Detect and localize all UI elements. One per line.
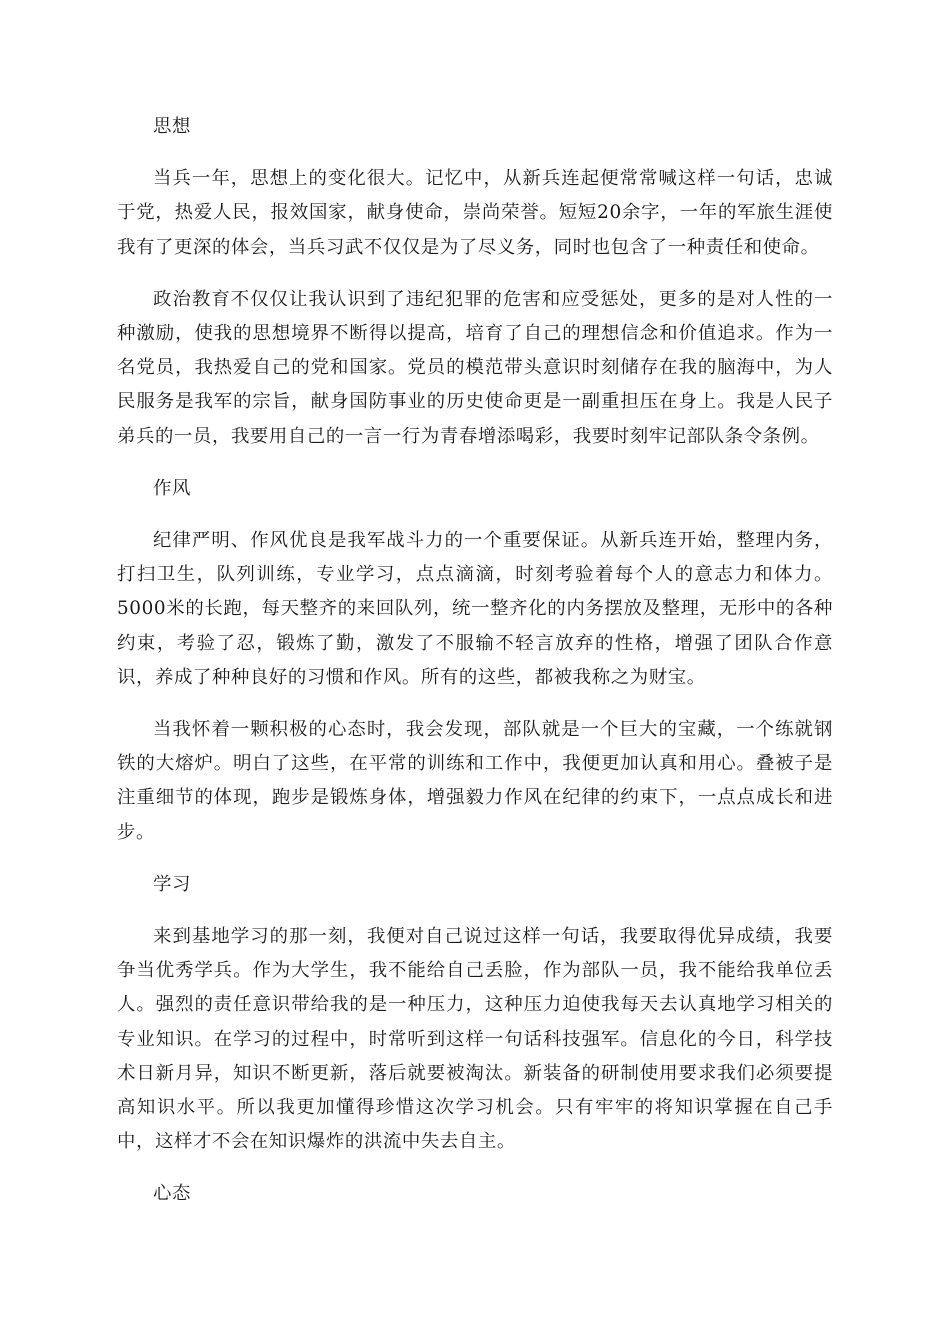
section-heading-mindset: 心态 (153, 1183, 191, 1205)
paragraph: 政治教育不仅仅让我认识到了违纪犯罪的危害和应受惩处，更多的是对人性的一种激励，使我的思想境界不断得以提高，培育了自己的理想信念和价值追求。作为一名党员，我热爱自己的党和国家。党员的模范带头意识时刻储存在我的脑海中，为人民服务是我军的宗旨，献身国防事业的历史使命更是一副重担压在身上。我是人民子弟兵的一员，我要用自己的一言一行为青春增添喝彩，我要时刻牢记部队条令条例。 (117, 288, 833, 447)
paragraph: 当我怀着一颗积极的心态时，我会发现，部队就是一个巨大的宝藏，一个练就钢铁的大熔炉。明白了这些，在平常的训练和工作中，我便更加认真和用心。叠被子是注重细节的体现，跑步是锻炼身体，增强毅力作风在纪律的约束下，一点点成长和进步。 (117, 719, 833, 843)
document-body (117, 110, 833, 1230)
section-heading-study: 学习 (153, 873, 191, 895)
paragraph: 当兵一年，思想上的变化很大。记忆中，从新兵连起便常常喊这样一句话，忠诚于党，热爱人民，报效国家，献身使命，崇尚荣誉。短短20余字，一年的军旅生涯使我有了更深的体会，当兵习武不仅仅是为了尽义务，同时也包含了一种责任和使命。 (117, 168, 833, 258)
section-heading-style: 作风 (153, 477, 191, 499)
section-heading-thought: 思想 (153, 116, 191, 137)
paragraph: 纪律严明、作风优良是我军战斗力的一个重要保证。从新兵连开始，整理内务，打扫卫生，队列训练，专业学习，点点滴滴，时刻考验着每个人的意志力和体力。5000米的长跑，每天整齐的来回队列，统一整齐化的内务摆放及整理，无形中的各种约束，考验了忍，锻炼了勤，激发了不服输不轻言放弃的性格，增强了团队合作意识，养成了种种良好的习惯和作风。所有的这些，都被我称之为财宝。 (117, 530, 833, 688)
paragraph: 来到基地学习的那一刻，我便对自己说过这样一句话，我要取得优异成绩，我要争当优秀学兵。作为大学生，我不能给自己丢脸，作为部队一员，我不能给我单位丢人。强烈的责任意识带给我的是一种压力，这种压力迫使我每天去认真地学习相关的专业知识。在学习的过程中，时常听到这样一句话科技强军。信息化的今日，科学技术日新月异，知识不断更新，落后就要被淘汰。新装备的研制使用要求我们必须要提高知识水平。所以我更加懂得珍惜这次学习机会。只有牢牢的将知识掌握在自己手中，这样才不会在知识爆炸的洪流中失去自主。 (117, 926, 833, 1153)
